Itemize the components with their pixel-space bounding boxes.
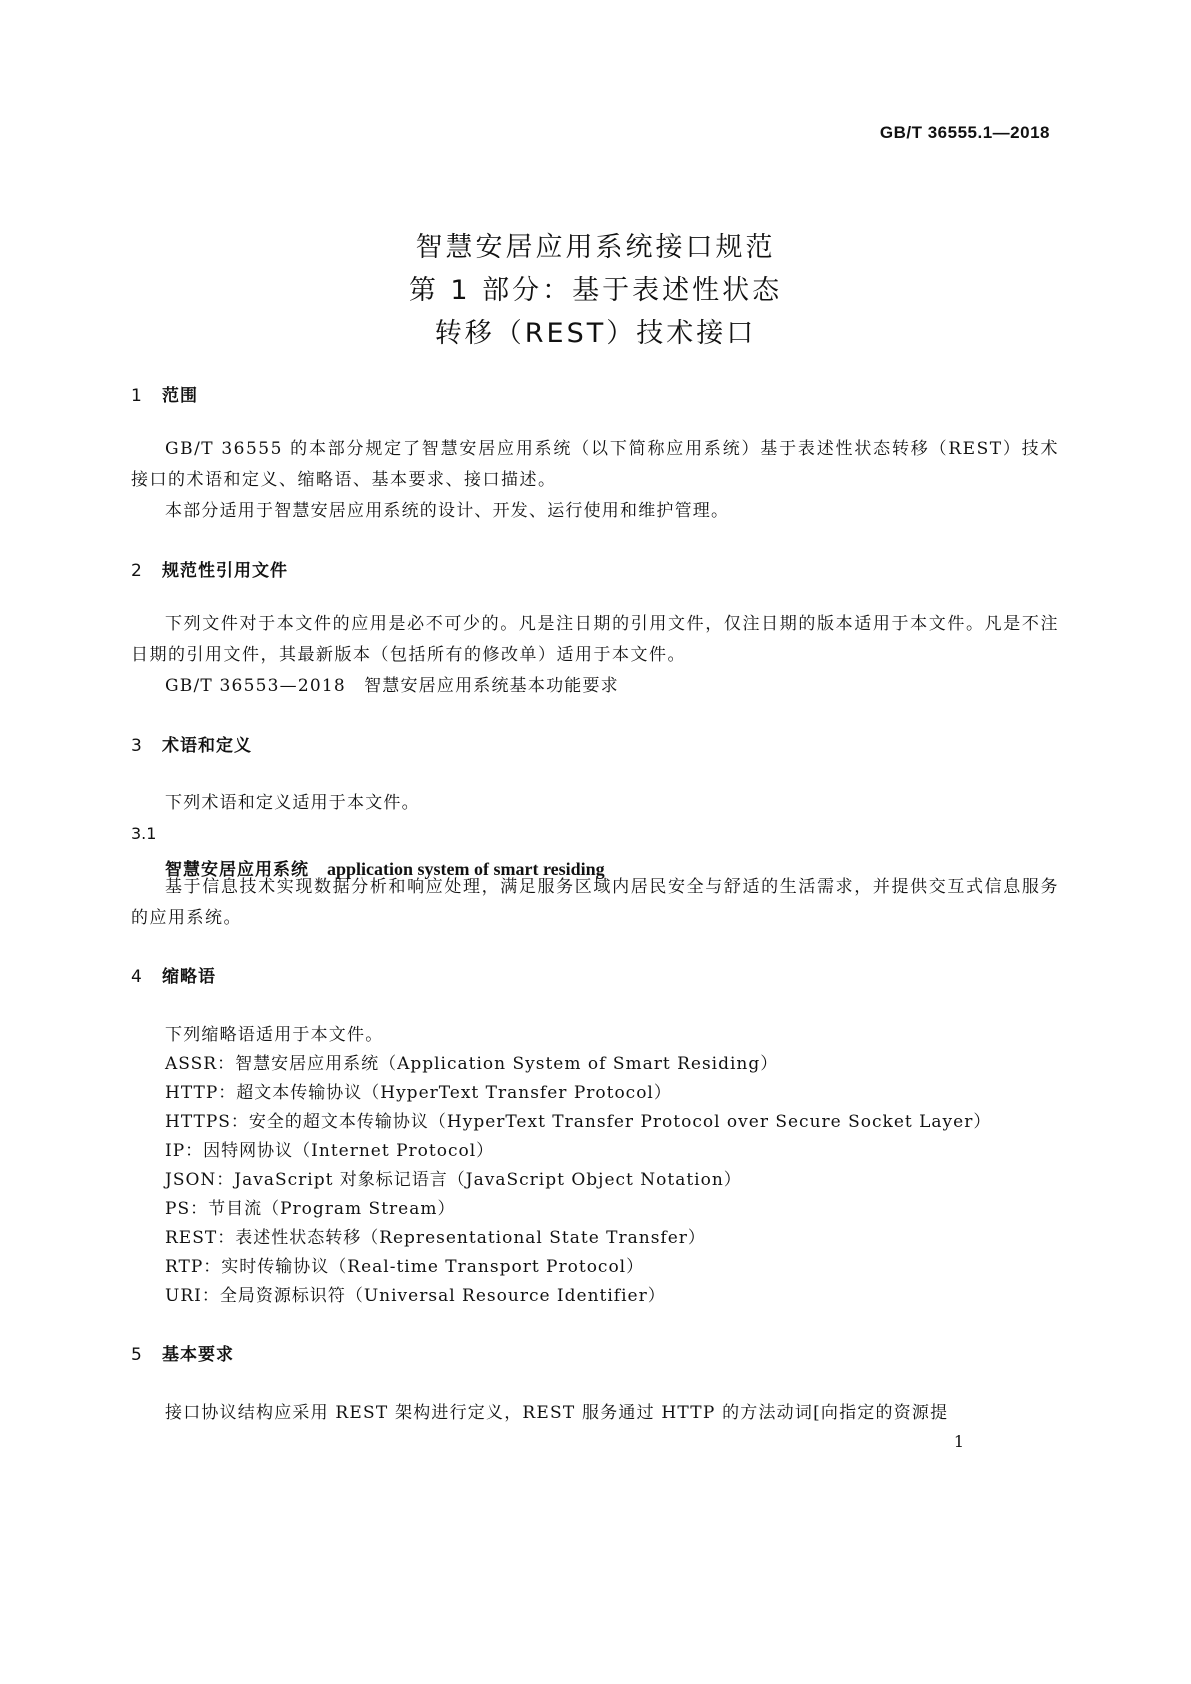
abbreviation-item: REST：表述性状态转移（Representational State Transfer） [165, 1228, 706, 1248]
section-title: 缩略语 [162, 967, 216, 987]
abbreviation-item: RTP：实时传输协议（Real-time Transport Protocol） [165, 1257, 645, 1277]
abbreviation-item: HTTPS：安全的超文本传输协议（HyperText Transfer Protocol over Secure Socket Layer） [165, 1112, 992, 1132]
section-number: 5 [131, 1345, 143, 1365]
section-heading-terms [131, 731, 252, 756]
section-heading-abbreviations [131, 962, 216, 987]
reference-item: GB/T 36553—2018 智慧安居应用系统基本功能要求 [165, 676, 619, 696]
terms-intro: 下列术语和定义适用于本文件。 [165, 793, 420, 813]
section-title: 规范性引用文件 [162, 561, 288, 581]
section-number: 1 [131, 386, 143, 406]
term-number: 3.1 [131, 824, 157, 843]
scope-paragraph-1: GB/T 36555 的本部分规定了智慧安居应用系统（以下简称应用系统）基于表述性状态转移（REST）技术接口的术语和定义、缩略语、基本要求、接口描述。 [131, 439, 1059, 490]
page-number: 1 [953, 1432, 964, 1451]
standard-code: GB/T 36555.1—2018 [879, 123, 1050, 142]
title-line-2: 第 1 部分：基于表述性状态 [408, 275, 783, 306]
abbreviation-item: IP：因特网协议（Internet Protocol） [165, 1141, 495, 1161]
abbreviations-intro: 下列缩略语适用于本文件。 [165, 1025, 384, 1045]
section-number: 3 [131, 736, 143, 756]
document-title [0, 226, 1191, 355]
section-heading-scope [131, 381, 198, 406]
scope-paragraph-2: 本部分适用于智慧安居应用系统的设计、开发、运行使用和维护管理。 [165, 501, 730, 521]
abbreviation-item: ASSR：智慧安居应用系统（Application System of Smart Residing） [165, 1054, 779, 1074]
abbreviation-item: PS：节目流（Program Stream） [165, 1199, 456, 1219]
section-heading-basic-requirements [131, 1340, 234, 1365]
section-heading-normative-references [131, 556, 288, 581]
section-number: 4 [131, 967, 143, 987]
section-title: 术语和定义 [162, 736, 252, 756]
term-name-cn: 智慧安居应用系统 [165, 860, 309, 880]
term-name-en: application system of smart residing [327, 859, 605, 879]
term-definition: 基于信息技术实现数据分析和响应处理，满足服务区域内居民安全与舒适的生活需求，并提供交互式信息服务的应用系统。 [131, 877, 1059, 928]
section-title: 范围 [162, 386, 198, 406]
section-number: 2 [131, 561, 143, 581]
section-title: 基本要求 [162, 1345, 234, 1365]
title-line-1: 智慧安居应用系统接口规范 [415, 232, 776, 263]
abbreviation-item: HTTP：超文本传输协议（HyperText Transfer Protocol） [165, 1083, 672, 1103]
abbreviation-item: URI：全局资源标识符（Universal Resource Identifier） [165, 1286, 666, 1306]
references-paragraph: 下列文件对于本文件的应用是必不可少的。凡是注日期的引用文件，仅注日期的版本适用于本文件。凡是不注日期的引用文件，其最新版本（包括所有的修改单）适用于本文件。 [131, 614, 1059, 665]
title-line-3: 转移（REST）技术接口 [434, 318, 757, 349]
requirements-paragraph: 接口协议结构应采用 REST 架构进行定义，REST 服务通过 HTTP 的方法动词[向指定的资源提 [165, 1403, 949, 1423]
abbreviation-item: JSON：JavaScript 对象标记语言（JavaScript Object Notation） [165, 1170, 742, 1190]
